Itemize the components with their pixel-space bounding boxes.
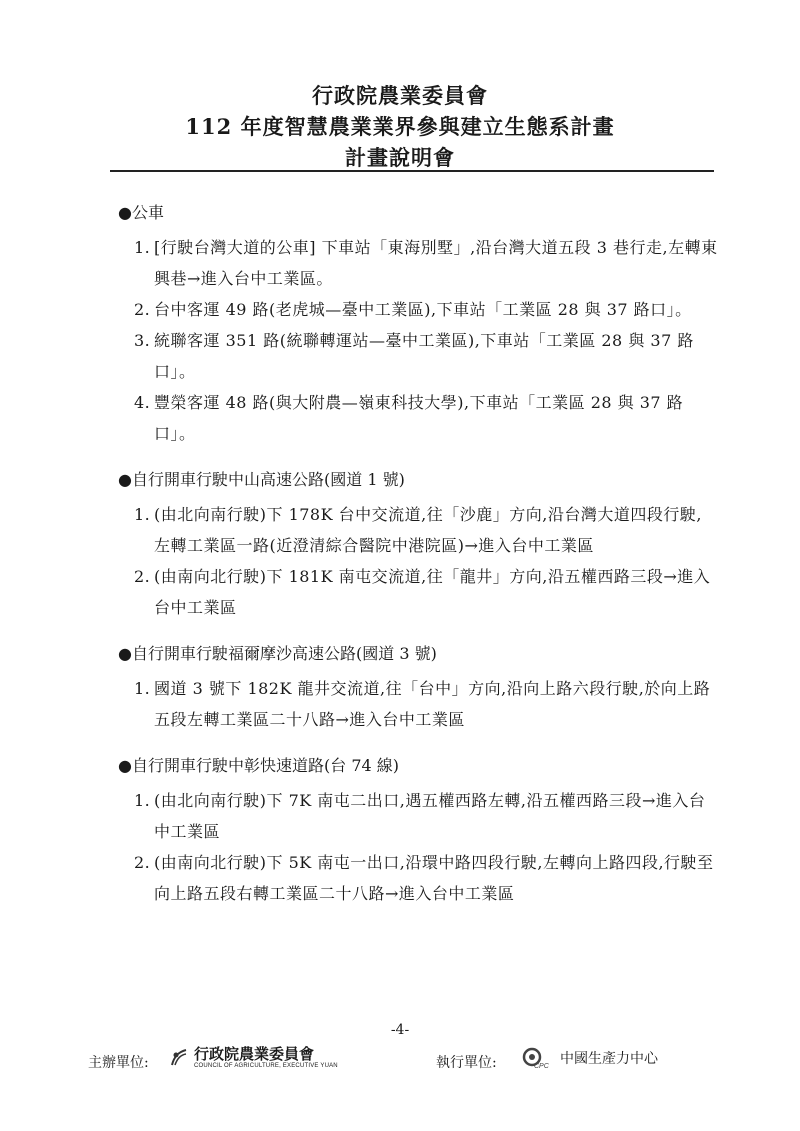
- executor-logo: [520, 1046, 658, 1070]
- section-title: ●自行開車行駛福爾摩沙高速公路(國道 3 號): [118, 641, 718, 667]
- list-item: 1. (由北向南行駛)下 178K 台中交流道,往「沙鹿」方向,沿台灣大道四段行駛,左轉工業區一路(近澄清綜合醫院中港院區)→進入台中工業區: [134, 505, 702, 555]
- document-header: [0, 80, 800, 173]
- list-item: 3. 統聯客運 351 路(統聯轉運站—臺中工業區),下車站「工業區 28 與 37 路口」。: [134, 331, 694, 381]
- section-bus: [118, 200, 718, 449]
- organizer-english-name: COUNCIL OF AGRICULTURE, EXECUTIVE YUAN: [194, 1063, 338, 1069]
- executor-label: 執行單位:: [436, 1055, 497, 1071]
- list-item: 2. 台中客運 49 路(老虎城—臺中工業區),下車站「工業區 28 與 37 路口」。: [134, 300, 692, 319]
- list-item: 1. (由北向南行駛)下 7K 南屯二出口,遇五權西路左轉,沿五權西路三段→進入台中工業區: [134, 791, 706, 841]
- title-line-1: 行政院農業委員會: [312, 83, 488, 108]
- list-item: 1. 國道 3 號下 182K 龍井交流道,往「台中」方向,沿向上路六段行駛,於向上路五段左轉工業區二十八路→進入台中工業區: [134, 679, 711, 729]
- organizer-name: 行政院農業委員會: [194, 1045, 315, 1063]
- section-freeway-3: [118, 641, 718, 735]
- list-item: 1. [行駛台灣大道的公車] 下車站「東海別墅」,沿台灣大道五段 3 巷行走,左轉東興巷→進入台中工業區。: [134, 238, 718, 288]
- title-line-2: 112 年度智慧農業業界參與建立生態系計畫: [185, 114, 615, 139]
- section-title: ●自行開車行駛中山高速公路(國道 1 號): [118, 467, 718, 493]
- executor-name: 中國生產力中心: [560, 1051, 658, 1067]
- list-item: 4. 豐榮客運 48 路(與大附農—嶺東科技大學),下車站「工業區 28 與 37 路口」。: [134, 393, 684, 443]
- directions-content: [118, 200, 718, 927]
- footer: [0, 1046, 800, 1076]
- section-title: ●自行開車行駛中彰快速道路(台 74 線): [118, 753, 718, 779]
- list-item: 2. (由南向北行駛)下 5K 南屯一出口,沿環中路四段行駛,左轉向上路四段,行駛至向上路五段右轉工業區二十八路→進入台中工業區: [134, 853, 714, 903]
- bullet-icon: ●: [118, 756, 132, 775]
- section-expressway-74: [118, 753, 718, 909]
- svg-text:CPC: CPC: [534, 1063, 549, 1070]
- bullet-icon: ●: [118, 644, 132, 663]
- organizer-logo: [168, 1046, 338, 1070]
- cpc-logo-icon: [520, 1046, 554, 1070]
- page-number: -4-: [390, 1022, 410, 1038]
- organizer-label: 主辦單位:: [88, 1055, 149, 1071]
- section-freeway-1: [118, 467, 718, 623]
- coa-logo-icon: [168, 1047, 190, 1069]
- title-line-3: 計畫說明會: [345, 145, 455, 170]
- list-item: 2. (由南向北行駛)下 181K 南屯交流道,往「龍井」方向,沿五權西路三段→進入台中工業區: [134, 567, 711, 617]
- header-divider: [110, 170, 714, 172]
- bullet-icon: ●: [118, 203, 132, 222]
- bullet-icon: ●: [118, 470, 132, 489]
- section-title: ●公車: [118, 200, 718, 226]
